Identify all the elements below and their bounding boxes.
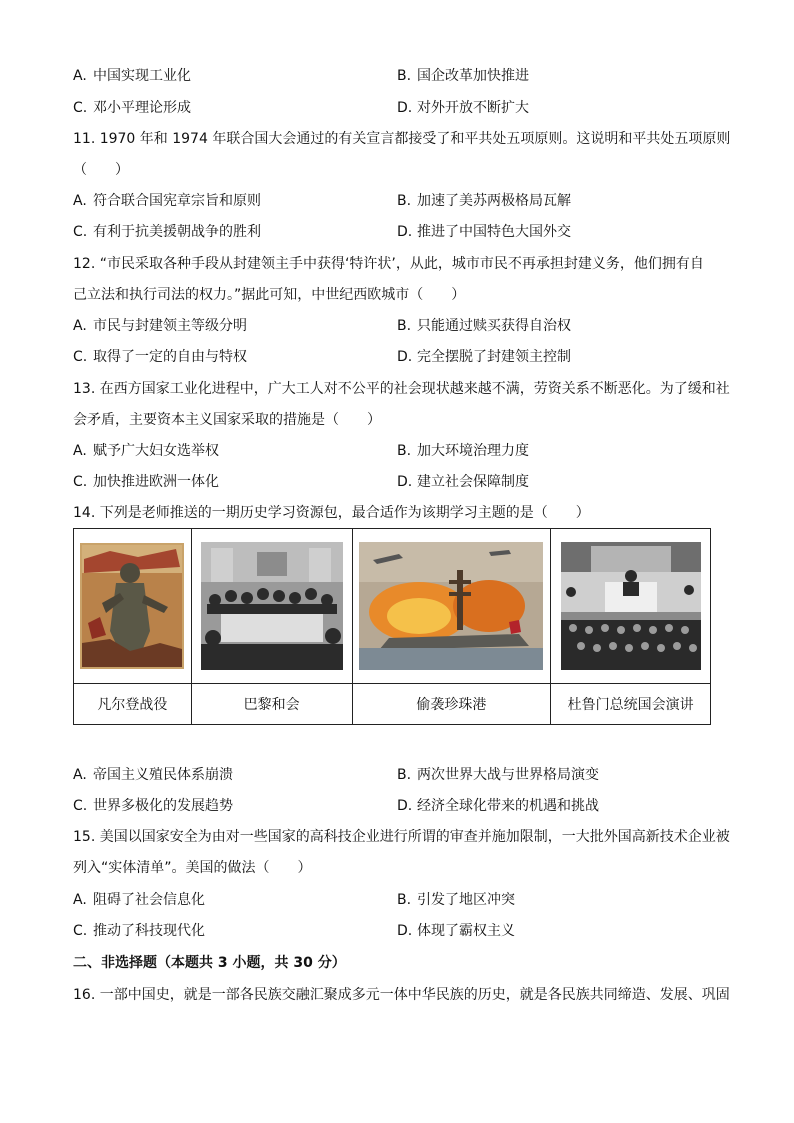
truman-speech-image — [561, 542, 701, 670]
q16-stem-line1: 16. 一部中国史，就是一部各民族交融汇聚成多元一体中华民族的历史，就是各民族共同缔造、发展、巩固 — [73, 987, 730, 1003]
q12-option-b: B. 只能通过赎买获得自治权 — [397, 318, 571, 334]
section2-heading: 二、非选择题（本题共 3 小题，共 30 分） — [73, 955, 346, 971]
q11-option-d: D. 推进了中国特色大国外交 — [397, 224, 571, 240]
caption-pearl-harbor: 偷袭珍珠港 — [352, 684, 551, 725]
caption-truman-speech: 杜鲁门总统国会演讲 — [551, 684, 711, 725]
q12-stem-line1: 12. “市民采取各种手段从封建领主手中获得‘特许状’，从此，城市市民不再承担封建义务，他们拥有自 — [73, 256, 704, 272]
q11-option-a: A. 符合联合国宪章宗旨和原则 — [73, 193, 261, 209]
q12-option-a: A. 市民与封建领主等级分明 — [73, 318, 247, 334]
q14-option-a: A. 帝国主义殖民体系崩溃 — [73, 767, 233, 783]
q10-option-b: B. 国企改革加快推进 — [397, 68, 529, 84]
q14-option-c: C. 世界多极化的发展趋势 — [73, 798, 233, 814]
q15-stem-line2: 列入“实体清单”。美国的做法（ ） — [73, 860, 312, 876]
paris-conference-cell — [191, 529, 352, 684]
truman-speech-cell — [551, 529, 711, 684]
q12-stem-line2: 己立法和执行司法的权力。”据此可知，中世纪西欧城市（ ） — [73, 287, 466, 303]
caption-paris-conference: 巴黎和会 — [191, 684, 352, 725]
q14-option-b: B. 两次世界大战与世界格局演变 — [397, 767, 599, 783]
paris-conference-image — [201, 542, 343, 670]
q10-option-d: D. 对外开放不断扩大 — [397, 100, 529, 116]
q15-option-d: D. 体现了霸权主义 — [397, 923, 515, 939]
q11-option-c: C. 有利于抗美援朝战争的胜利 — [73, 224, 261, 240]
caption-verdun: 凡尔登战役 — [74, 684, 192, 725]
q15-stem-line1: 15. 美国以国家安全为由对一些国家的高科技企业进行所谓的审查并施加限制，一大批外国高新技术企业被 — [73, 829, 730, 845]
pearl-harbor-cell — [352, 529, 551, 684]
q12-option-c: C. 取得了一定的自由与特权 — [73, 349, 247, 365]
q12-option-d: D. 完全摆脱了封建领主控制 — [397, 349, 571, 365]
q13-stem-line2: 会矛盾，主要资本主义国家采取的措施是（ ） — [73, 412, 381, 428]
q11-option-b: B. 加速了美苏两极格局瓦解 — [397, 193, 571, 209]
q15-option-c: C. 推动了科技现代化 — [73, 923, 205, 939]
verdun-poster-image — [80, 543, 184, 669]
resource-pack-table — [73, 528, 711, 725]
q13-option-b: B. 加大环境治理力度 — [397, 443, 529, 459]
q11-stem-line2: （ ） — [73, 162, 129, 178]
q10-option-c: C. 邓小平理论形成 — [73, 100, 191, 116]
q13-stem-line1: 13. 在西方国家工业化进程中，广大工人对不公平的社会现状越来越不满，劳资关系不断恶化。为了缓和社 — [73, 381, 730, 397]
q13-option-d: D. 建立社会保障制度 — [397, 474, 529, 490]
pearl-harbor-image — [359, 542, 543, 670]
q13-option-a: A. 赋予广大妇女选举权 — [73, 443, 219, 459]
q11-stem-line1: 11. 1970 年和 1974 年联合国大会通过的有关宣言都接受了和平共处五项原则。这说明和平共处五项原则 — [73, 131, 731, 147]
q10-option-a: A. 中国实现工业化 — [73, 68, 191, 84]
q14-stem-line1: 14. 下列是老师推送的一期历史学习资源包，最合适作为该期学习主题的是（ ） — [73, 505, 590, 521]
q13-option-c: C. 加快推进欧洲一体化 — [73, 474, 219, 490]
q14-option-d: D. 经济全球化带来的机遇和挑战 — [397, 798, 599, 814]
verdun-poster-cell — [74, 529, 192, 684]
q15-option-b: B. 引发了地区冲突 — [397, 892, 515, 908]
q15-option-a: A. 阻碍了社会信息化 — [73, 892, 205, 908]
